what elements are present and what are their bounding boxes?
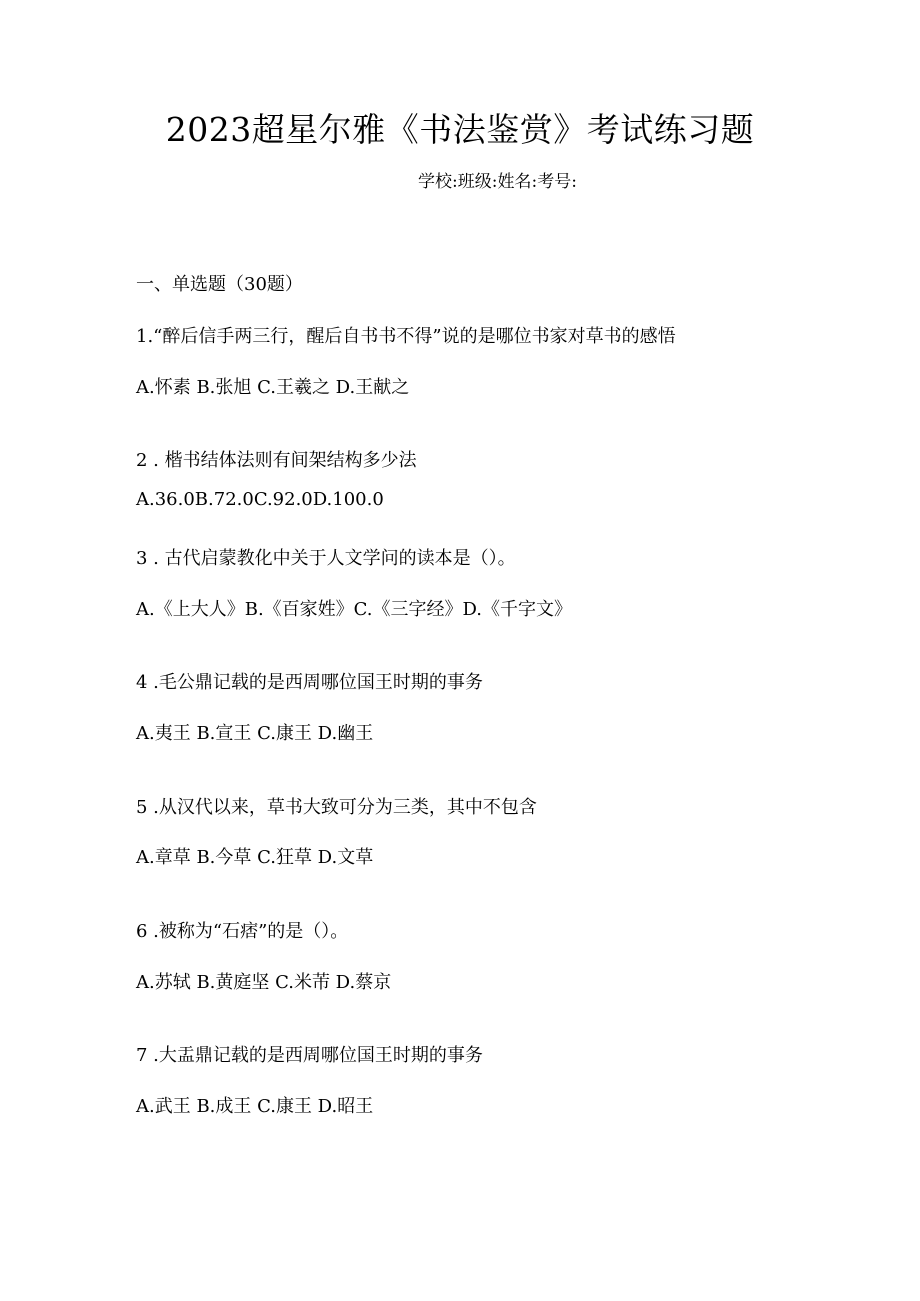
question-7-options: A.武王 B.成王 C.康王 D.昭王 bbox=[136, 1096, 374, 1117]
question-7-text: 7 .大盂鼎记载的是西周哪位国王时期的事务 bbox=[136, 1045, 483, 1066]
question-1-options: A.怀素 B.张旭 C.王羲之 D.王献之 bbox=[136, 377, 410, 398]
question-5-options: A.章草 B.今草 C.狂草 D.文草 bbox=[136, 847, 374, 868]
section-heading: 一、单选题（30题） bbox=[136, 274, 303, 295]
question-4-text: 4 .毛公鼎记载的是西周哪位国王时期的事务 bbox=[136, 672, 483, 693]
question-4-options: A.夷王 B.宣王 C.康王 D.幽王 bbox=[136, 723, 374, 744]
question-2-options: A.36.0B.72.0C.92.0D.100.0 bbox=[136, 489, 384, 510]
question-5-text: 5 .从汉代以来，草书大致可分为三类，其中不包含 bbox=[136, 797, 537, 818]
question-3-text: 3 . 古代启蒙教化中关于人文学问的读本是（）。 bbox=[136, 548, 516, 569]
question-6-text: 6 .被称为“石痞”的是（）。 bbox=[136, 921, 349, 942]
question-3-options: A.《上大人》B.《百家姓》C.《三字经》D.《千字文》 bbox=[136, 599, 573, 620]
page-title: 2023超星尔雅《书法鉴赏》考试练习题 bbox=[165, 110, 755, 149]
page-subtitle: 学校:班级:姓名:考号: bbox=[418, 172, 577, 192]
question-2-text: 2 . 楷书结体法则有间架结构多少法 bbox=[136, 450, 417, 471]
question-6-options: A.苏轼 B.黄庭坚 C.米芾 D.蔡京 bbox=[136, 972, 392, 993]
question-1-text: 1.“醉后信手两三行，醒后自书书不得”说的是哪位书家对草书的感悟 bbox=[136, 326, 676, 347]
